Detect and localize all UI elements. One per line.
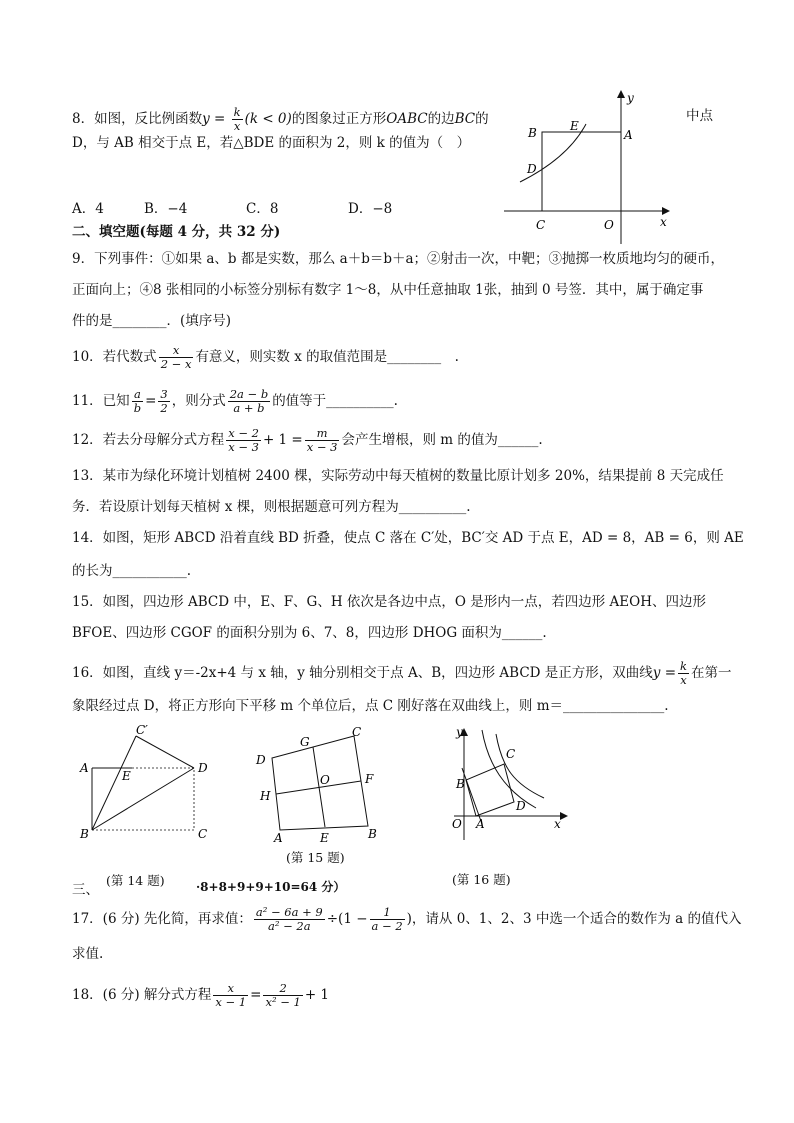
q13-line1: 13．某市为绿化环境计划植树 2400 棵，实际劳动中每天植树的数量比原计划多 20%，结果提前 8 天完成任 xyxy=(72,468,724,484)
q8-label-y: y xyxy=(627,91,634,105)
svg-text:B: B xyxy=(80,827,89,841)
q16-line1: 16．如图，直线 y＝-2x+4 与 x 轴，y 轴分别相交于点 A、B，四边形 ABCD 是正方形，双曲线y = $\frac{k}{x}$ 在第一 xyxy=(72,659,732,687)
svg-text:y: y xyxy=(456,725,463,739)
q8-side-note: 中点 xyxy=(686,108,713,124)
svg-text:C: C xyxy=(506,747,516,761)
q15-line2: BFOE、四边形 CGOF 的面积分别为 6、7、8，四边形 DHOG 面积为______. xyxy=(72,625,547,641)
q8-option-a: A．4 xyxy=(72,201,104,217)
q8-k-fraction: $\frac{k}{x}$ xyxy=(233,105,241,133)
q8-label-e: E xyxy=(570,119,579,133)
svg-text:A: A xyxy=(476,817,485,831)
q14-diagonal-bd xyxy=(92,768,194,830)
svg-text:B: B xyxy=(368,827,377,841)
svg-text:E: E xyxy=(122,769,131,783)
q8-label-a: A xyxy=(624,128,633,142)
q15-line1: 15．如图，四边形 ABCD 中，E、F、G、H 依次是各边中点，O 是形内一点，若四边形 AEOH、四边形 xyxy=(72,594,706,610)
q8-option-c: C．8 xyxy=(246,201,279,217)
q14-figure xyxy=(72,722,222,848)
q8-line1: 8．如图，反比例函数y = $\frac{k}{x}$ (k < 0)的图象过正方形OABC的边BC的 xyxy=(72,105,489,133)
q8-label-o: O xyxy=(604,218,614,232)
q14-line2: 的长为___________. xyxy=(72,563,192,579)
q8-line2: D，与 AB 相交于点 E，若△BDE 的面积为 2，则 k 的值为（ ） xyxy=(72,135,471,151)
svg-text:B: B xyxy=(456,777,465,791)
q16-figure xyxy=(448,724,578,844)
q12: 12．若去分母解分式方程 $\frac{x - 2}{x - 3}$ + 1 = $\frac{m}{x - 3}$ 会产生增根，则 m 的值为______. xyxy=(72,426,543,454)
q8-option-b: B．−4 xyxy=(144,201,188,217)
svg-text:C: C xyxy=(198,827,208,841)
q11: 11．已知 $\frac{a}{b}$ = $\frac{3}{2}$ ，则分式 $\frac{2a - b}{a + b}$ 的值等于__________. xyxy=(72,387,398,415)
svg-text:E: E xyxy=(320,831,329,845)
q8-figure xyxy=(500,86,680,246)
svg-text:x: x xyxy=(554,817,561,831)
q9-line1: 9．下列事件：①如果 a、b 都是实数，那么 a＋b＝b＋a；②射击一次，中靶；③抛掷一枚质地均匀的硬币， xyxy=(72,251,725,267)
q16-hyperbola-1 xyxy=(482,730,536,808)
section3-rest: ·8+8+9+9+10=64 分） xyxy=(196,880,346,894)
q8-label-c: C xyxy=(536,218,546,232)
section3-prefix: 三、 xyxy=(72,882,99,898)
svg-text:H: H xyxy=(260,789,271,803)
q17-line1: 17．(6 分) 先化简，再求值： $\frac{\text{a² − 6a + 9}}{\text{a² − 2a}}$ ÷(1 − $\frac{1}{a - 2}$ )，请从 0、1、2、3 中选一个适合的数作为 a 的值代入 xyxy=(72,905,742,933)
q9-line2: 正面向上；④8 张相同的小标签分别标有数字 1～8，从中任意抽取 1张，抽到 0 号签．其中，属于确定事 xyxy=(72,282,704,298)
svg-text:A: A xyxy=(274,831,283,845)
svg-text:G: G xyxy=(300,735,310,749)
q16-hyperbola-2 xyxy=(496,734,544,798)
q8-label-d: D xyxy=(527,162,537,176)
svg-text:O: O xyxy=(320,773,330,787)
svg-text:A: A xyxy=(80,761,89,775)
q8-label-x: x xyxy=(660,215,667,229)
svg-text:C: C xyxy=(352,725,362,739)
q17-line2: 求值. xyxy=(72,946,104,962)
q14-line1: 14．如图，矩形 ABCD 沿着直线 BD 折叠，使点 C 落在 C′处，BC′交 AD 于点 E，AD = 8，AB = 6，则 AE xyxy=(72,530,744,546)
q8-label-b: B xyxy=(528,126,537,140)
section2-title: 二、填空题(每题 4 分，共 32 分) xyxy=(72,224,281,240)
svg-text:D: D xyxy=(256,753,266,767)
q13-line2: 务．若设原计划每天植树 x 棵，则根据题意可列方程为__________. xyxy=(72,499,471,515)
svg-text:D: D xyxy=(516,799,526,813)
q14-caption: (第 14 题) xyxy=(106,873,165,888)
q16-caption: (第 16 题) xyxy=(452,872,511,887)
q16-line2: 象限经过点 D，将正方形向下平移 m 个单位后，点 C 刚好落在双曲线上，则 m＝_______________. xyxy=(72,698,669,714)
q15-caption: (第 15 题) xyxy=(286,850,345,865)
q8-square xyxy=(542,132,621,211)
q16-square xyxy=(466,764,514,816)
q10: 10．若代数式 $\frac{x}{2 - x}$ 有意义，则实数 x 的取值范围是________ . xyxy=(72,343,459,371)
svg-text:D: D xyxy=(198,761,208,775)
q18: 18．(6 分) 解分式方程 $\frac{x}{x - 1}$ = $\frac{2}{\text{x² − 1}}$ + 1 xyxy=(72,981,330,1009)
q9-line3: 件的是________．(填序号) xyxy=(72,313,232,329)
svg-text:C′: C′ xyxy=(136,723,148,737)
q15-figure xyxy=(250,724,390,848)
svg-text:O: O xyxy=(452,817,462,831)
svg-text:F: F xyxy=(365,772,374,786)
q8-option-d: D．−8 xyxy=(348,201,393,217)
